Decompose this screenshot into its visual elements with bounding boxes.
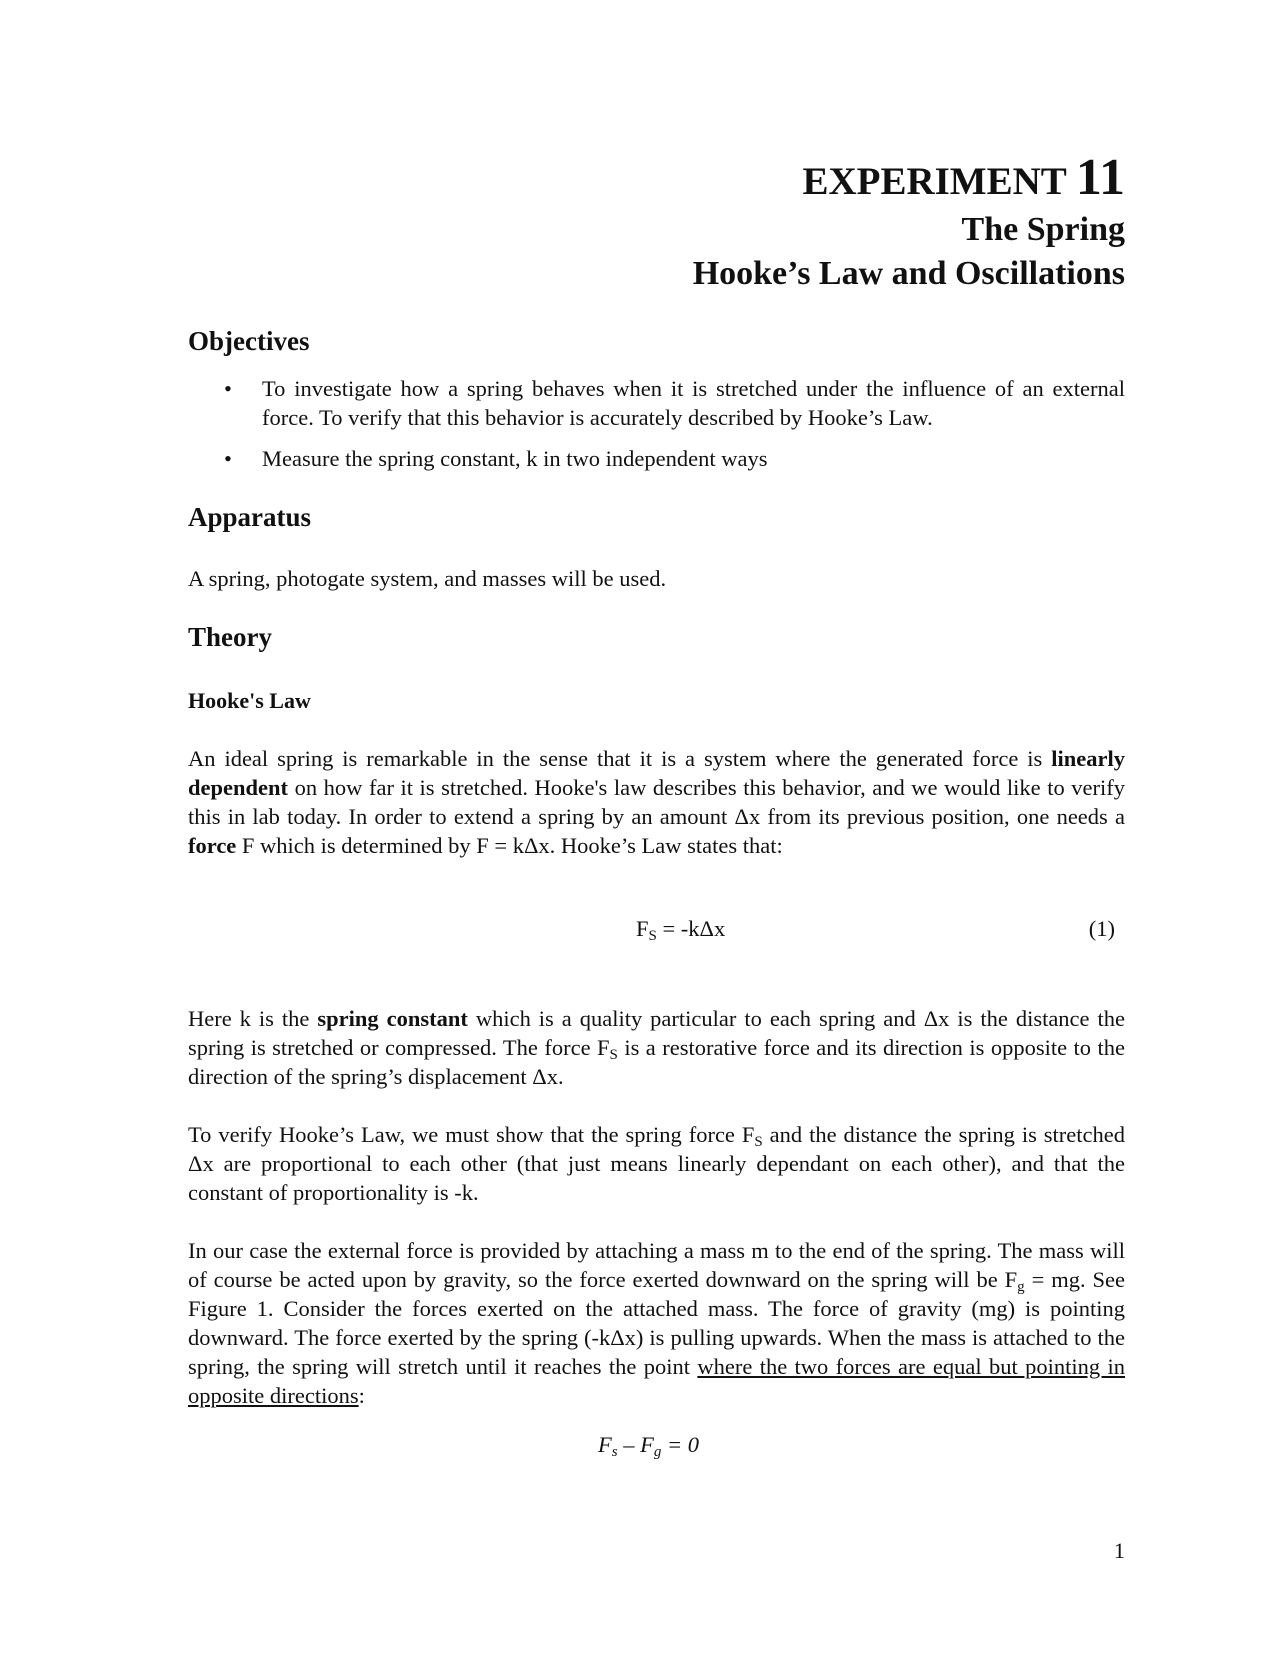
objectives-heading: Objectives xyxy=(188,326,310,356)
subscript: g xyxy=(1017,1279,1025,1295)
title-block xyxy=(692,149,1125,296)
equation-1-number: (1) xyxy=(1088,916,1115,941)
page-number: 1 xyxy=(1113,1538,1125,1563)
eq-subscript: g xyxy=(653,1444,662,1460)
text-run: To verify Hooke’s Law, we must show that the spring force F xyxy=(188,1122,755,1147)
theory-paragraph-3 xyxy=(188,1120,1125,1207)
bold-term-force: force xyxy=(188,833,237,858)
text-run: : xyxy=(358,1383,365,1408)
eq-rest: = 0 xyxy=(661,1432,700,1457)
hookes-law-subheading: Hooke's Law xyxy=(188,688,311,713)
text-run: In our case the external force is provided by attaching a mass m to the end of the spring. The mass will of course be acted upon by gravity, so the force exerted downward on the spring will be F xyxy=(188,1238,1125,1292)
eq-symbol: – F xyxy=(617,1432,654,1457)
underlined-text: where the two forces are equal but pointing in opposite directions xyxy=(188,1354,1125,1408)
experiment-label: EXPERIMENT xyxy=(802,160,1067,203)
equation-1 xyxy=(636,916,725,942)
eq-subscript: s xyxy=(611,1444,618,1460)
objective-item: • To investigate how a spring behaves when it is stretched under the influence of an external force. To verify that this behavior is accurately described by Hooke’s Law. xyxy=(188,374,1125,432)
eq-symbol: F xyxy=(598,1432,612,1457)
objectives-list xyxy=(188,374,1125,485)
theory-paragraph-4 xyxy=(188,1236,1125,1410)
equation-2 xyxy=(598,1432,699,1458)
eq-subscript: S xyxy=(648,928,657,944)
subscript: S xyxy=(609,1047,618,1063)
subscript: S xyxy=(754,1134,763,1150)
theory-paragraph-2 xyxy=(188,1004,1125,1091)
theory-paragraph-1 xyxy=(188,744,1125,860)
text-run: An ideal spring is remarkable in the sense that it is a system where the generated force is xyxy=(188,746,1052,771)
subtitle-hookes-law: Hooke’s Law and Oscillations xyxy=(692,255,1125,292)
bold-term-linearly-dependent: linearly dependent xyxy=(188,746,1125,800)
theory-heading: Theory xyxy=(188,622,272,652)
eq-rest: = -kΔx xyxy=(656,916,726,941)
text-run: Here k is the xyxy=(188,1006,318,1031)
text-run: which is a quality particular to each spring and Δx is the distance the spring is stretched or compressed. The force F xyxy=(188,1006,1125,1060)
objective-item: • Measure the spring constant, k in two independent ways xyxy=(188,444,1125,473)
apparatus-text: A spring, photogate system, and masses will be used. xyxy=(188,566,667,591)
text-run: = mg. See Figure 1. Consider the forces exerted on the attached mass. The force of gravity (mg) is pointing downward. The force exerted by the spring (-kΔx) is pulling upwards. When the mass is attached to the spring, the spring will stretch until it reaches the point xyxy=(188,1267,1125,1379)
text-run: is a restorative force and its direction is opposite to the direction of the spring’s displacement Δx. xyxy=(188,1035,1125,1089)
subtitle-spring: The Spring xyxy=(961,211,1125,248)
apparatus-heading: Apparatus xyxy=(188,502,312,532)
bold-term-spring-constant: spring constant xyxy=(317,1006,468,1031)
eq-symbol: F xyxy=(636,916,649,941)
text-run: and the distance the spring is stretched Δx are proportional to each other (that just means linearly dependant on each other), and that the constant of proportionality is -k. xyxy=(188,1122,1126,1205)
text-run: F which is determined by F = kΔx. Hooke’s Law states that: xyxy=(236,833,783,858)
experiment-title xyxy=(693,149,1125,208)
experiment-number: 11 xyxy=(1075,149,1125,206)
text-run: on how far it is stretched. Hooke's law describes this behavior, and we would like to verify this in lab today. In order to extend a spring by an amount Δx from its previous position, one needs a xyxy=(188,775,1125,829)
